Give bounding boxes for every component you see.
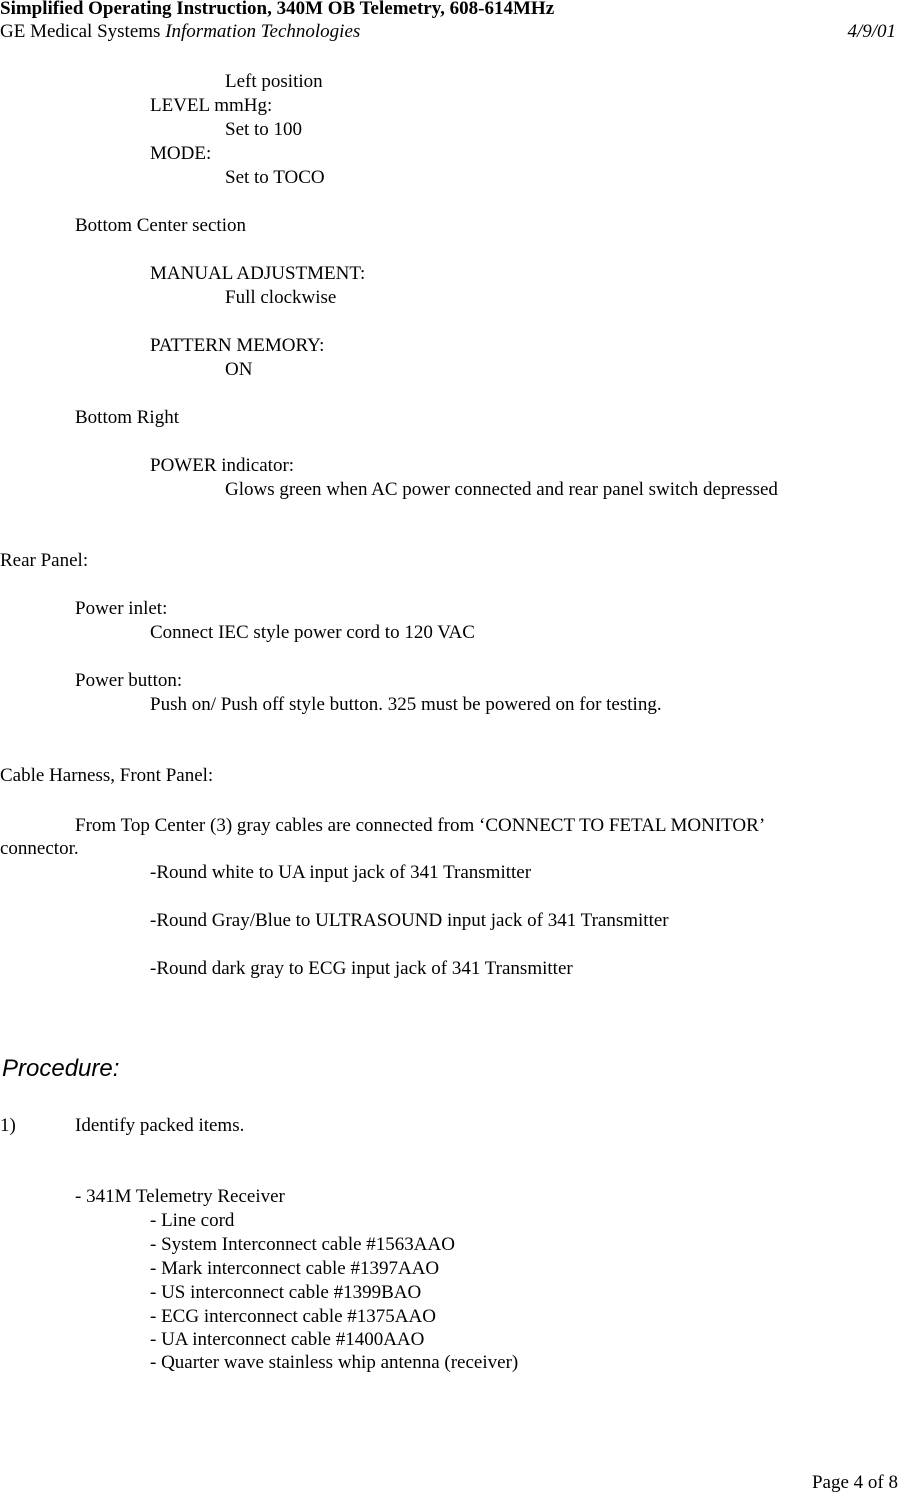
power-inlet-value: Connect IEC style power cord to 120 VAC	[150, 622, 475, 643]
round-white-text: -Round white to UA input jack of 341 Transmitter	[150, 862, 532, 883]
power-inlet-label: Power inlet:	[75, 598, 168, 619]
left-position-text: Left position	[225, 71, 323, 92]
level-value: Set to 100	[225, 119, 303, 140]
document-date: 4/9/01	[847, 21, 896, 42]
procedure-heading: Procedure:	[2, 1055, 120, 1082]
mode-value: Set to TOCO	[225, 167, 325, 188]
list-item: - System Interconnect cable #1563AAO	[150, 1234, 455, 1255]
list-item: - Line cord	[150, 1210, 235, 1231]
connector-text: connector.	[0, 838, 79, 859]
bottom-right-heading: Bottom Right	[75, 407, 179, 428]
step-number: 1)	[0, 1115, 16, 1136]
list-item: - Quarter wave stainless whip antenna (receiver)	[150, 1352, 519, 1373]
from-top-center-text: From Top Center (3) gray cables are connected from ‘CONNECT TO FETAL MONITOR’	[75, 815, 766, 836]
company-line	[0, 20, 360, 44]
list-item: - Mark interconnect cable #1397AAO	[150, 1258, 440, 1279]
cable-harness-heading: Cable Harness, Front Panel:	[0, 765, 214, 786]
power-button-value: Push on/ Push off style button. 325 must be powered on for testing.	[150, 694, 662, 715]
rear-panel-heading: Rear Panel:	[0, 550, 89, 571]
round-gray-blue-text: -Round Gray/Blue to ULTRASOUND input jack of 341 Transmitter	[150, 910, 669, 931]
receiver-item: - 341M Telemetry Receiver	[75, 1186, 285, 1207]
level-label: LEVEL mmHg:	[150, 95, 273, 116]
step-text: Identify packed items.	[75, 1115, 245, 1136]
manual-adjustment-value: Full clockwise	[225, 287, 337, 308]
company-name: GE Medical Systems	[0, 21, 166, 42]
round-dark-gray-text: -Round dark gray to ECG input jack of 341 Transmitter	[150, 958, 573, 979]
bottom-center-heading: Bottom Center section	[75, 215, 246, 236]
list-item: - US interconnect cable #1399BAO	[150, 1282, 422, 1303]
mode-label: MODE:	[150, 143, 212, 164]
power-indicator-value: Glows green when AC power connected and rear panel switch depressed	[225, 479, 778, 500]
page-number: Page 4 of 8	[811, 1472, 898, 1493]
manual-adjustment-label: MANUAL ADJUSTMENT:	[150, 263, 366, 284]
division-name: Information Technologies	[165, 21, 361, 42]
pattern-memory-label: PATTERN MEMORY:	[150, 335, 325, 356]
power-indicator-label: POWER indicator:	[150, 455, 295, 476]
list-item: - UA interconnect cable #1400AAO	[150, 1329, 425, 1350]
power-button-label: Power button:	[75, 670, 183, 691]
list-item: - ECG interconnect cable #1375AAO	[150, 1306, 436, 1327]
pattern-memory-value: ON	[225, 359, 253, 380]
document-title: Simplified Operating Instruction, 340M OB Telemetry, 608-614MHz	[0, 0, 555, 19]
